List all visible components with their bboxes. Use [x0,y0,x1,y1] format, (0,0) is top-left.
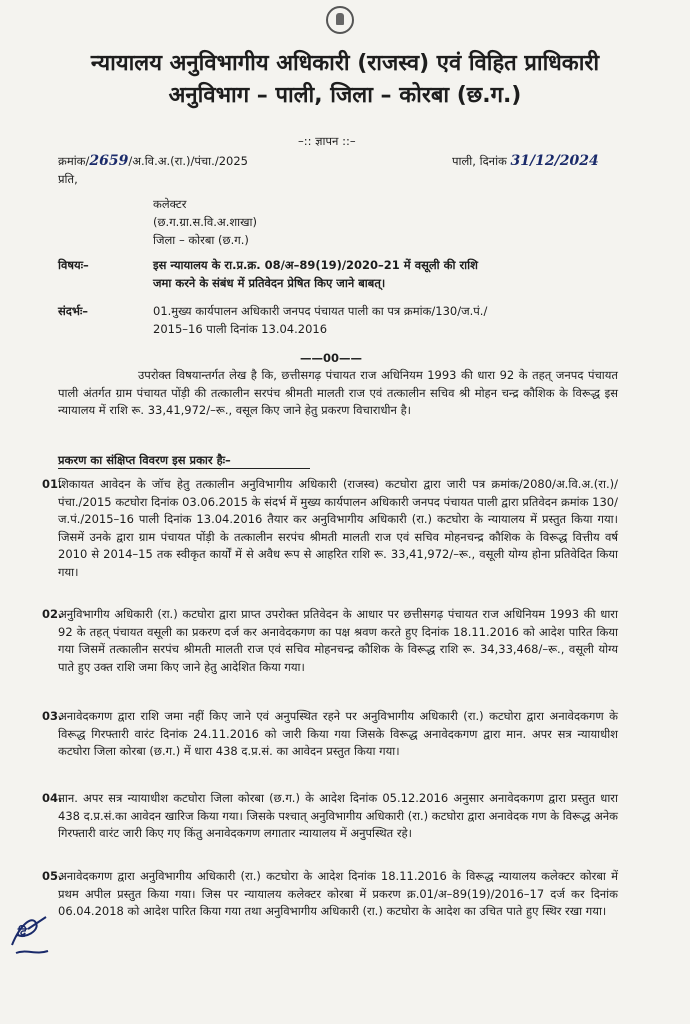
addressee-line-1: कलेक्टर [153,197,187,211]
addressee-line-2: (छ.ग.ग्रा.स.वि.अ.शाखा) [153,215,258,229]
point-02 [42,606,618,676]
point-04 [42,790,618,843]
state-emblem-icon [326,6,354,34]
to-label: प्रति, [58,172,78,186]
addressee-line-3: जिला – कोरबा (छ.ग.) [153,233,249,247]
point-text: मान. अपर सत्र न्यायाधीश कटघोरा जिला कोरबा (छ.ग.) के आदेश दिनांक 05.12.2016 अनुसार अनावेदकगण द्वारा प्रस्तुत धारा 438 द.प्र.सं.का आवेदन खारिज किया गया। जिसके पश्चात् अनुविभागीय अधिकारी (रा.) कटघोरा द्वारा अनावेदक गण के विरूद्ध अनेक गिरफ्तारी वारंट जारी किए गए किंतु अनावेदकगण लगातार न्यायालय में अनुपस्थित रहे। [58,791,618,841]
reference-line-2: 2015–16 पाली दिनांक 13.04.2016 [153,322,328,336]
point-01 [42,476,618,582]
point-number: 03. [42,709,63,723]
divider: ——00—— [300,351,363,365]
handwritten-margin-mark [6,905,56,969]
court-subtitle: अनुविभाग – पाली, जिला – कोरबा (छ.ग.) [168,83,522,108]
ref-number [58,153,248,170]
margin-note: दि [16,925,26,939]
point-number: 01. [42,477,63,491]
handwritten-ref-number: 2659 [89,153,129,169]
point-text: अनावेदकगण द्वारा राशि जमा नहीं किए जाने एवं अनुपस्थित रहने पर अनुविभागीय अधिकारी (रा.) कटघोरा द्वारा अनावेदकगण के विरूद्ध गिरफ्तारी वारंट दिनांक 24.11.2016 को जारी किया गया जिसके विरूद्ध अनावेदकगण द्वारा मान. अपर सत्र न्यायाधीश कटघोरा जिला कोरबा (छ.ग.) में धारा 438 द.प्र.सं. का आवेदन प्रस्तुत किया गया। [58,709,618,759]
point-text: अनावेदकगण द्वारा अनुविभागीय अधिकारी (रा.) कटघोरा के आदेश दिनांक 18.11.2016 के विरूद्ध न्यायालय कलेक्टर कोरबा में प्रथम अपील प्रस्तुत किया गया। जिस पर न्यायालय कलेक्टर कोरबा में प्रकरण क्र.01/अ–89(19)/2016–17 दर्ज कर दिनांक 06.04.2018 को आदेश पारित किया गया तथा अनुविभागीय अधिकारी (रा.) कटघोरा के आदेश का उचित पाते हुए स्थिर रखा गया। [58,869,618,919]
handwritten-date: 31/12/2024 [510,153,599,169]
subject-line-1: इस न्यायालय के रा.प्र.क्र. 08/अ–89(19)/2020–21 में वसूली की राशि [153,258,478,272]
memo-label: –:: ज्ञापन ::– [298,134,356,148]
point-05 [42,868,618,921]
ref-date [452,153,599,170]
reference-label: संदर्भः– [58,304,89,318]
margin-scribble-icon [6,905,56,965]
court-title: न्यायालय अनुविभागीय अधिकारी (राजस्व) एवं विहित प्राधिकारी [90,51,600,76]
subject-label: विषयः– [58,258,89,272]
intro-paragraph: उपरोक्त विषयान्तर्गत लेख है कि, छत्तीसगढ़ पंचायत राज अधिनियम 1993 की धारा 92 के तहत् जनपद पंचायत पाली अंतर्गत ग्राम पंचायत पोंड़ी की तत्कालीन सरपंच श्रीमती मालती राज एवं तत्कालीन सचिव श्री मोहन चन्द्र कौशिक के विरूद्ध इस न्यायालय में राशि रू. 33,41,972/–रू., वसूल किए जाने हेतु प्रकरण विचाराधीन है। [58,368,618,418]
ref-suffix: /अ.वि.अ.(रा.)/पंचा./2025 [128,154,248,168]
point-number: 04. [42,791,63,805]
section-heading-underline [58,468,310,469]
point-number: 02. [42,607,63,621]
point-03 [42,708,618,761]
point-number: 05. [42,869,63,883]
date-prefix: पाली, दिनांक [452,154,507,168]
subject-line-2: जमा करने के संबंध में प्रतिवेदन प्रेषित किए जाने बाबत्। [153,276,386,290]
reference-line-1: 01.मुख्य कार्यपालन अधिकारी जनपद पंचायत पाली का पत्र क्रमांक/130/ज.पं./ [153,304,488,318]
ref-prefix: क्रमांक/ [58,154,90,168]
section-heading: प्रकरण का संक्षिप्त विवरण इस प्रकार हैः– [58,453,231,467]
point-text: शिकायत आवेदन के जॉच हेतु तत्कालीन अनुविभागीय अधिकारी (राजस्व) कटघोरा द्वारा जारी पत्र क्रमांक/2080/अ.वि.अ.(रा.)/पंचा./2015 कटघोरा दिनांक 03.06.2015 के संदर्भ में मुख्य कार्यपालन अधिकारी जनपद पंचायत पाली द्वारा प्रतिवेदन क्रमांक 130/ज.पं./2015–16 पाली दिनांक 13.04.2016 तैयार कर अनुविभागीय अधिकारी (रा.) कटघोरा के न्यायालय में प्रस्तुत किया गया। जिसमें उनके द्वारा ग्राम पंचायत पोंड़ी के तत्कालीन सरपंच श्रीमती मालती राज एवं सचिव मोहनचन्द्र कौशिक के विरूद्ध वित्तीय वर्ष 2010 से 2014–15 तक स्वीकृत कार्यों में से अवैध रूप से आहरित राशि रू. 33,41,972/–रू., वसूली योग्य होना प्रतिवेदित किया गया। [58,477,618,579]
point-text: अनुविभागीय अधिकारी (रा.) कटघोरा द्वारा प्राप्त उपरोक्त प्रतिवेदन के आधार पर छत्तीसगढ़ पंचायत राज अधिनियम 1993 की धारा 92 के तहत् पंचायत वसूली का प्रकरण दर्ज कर अनावेदकगण का पक्ष श्रवण करते हुए दिनांक 18.11.2016 को आदेश पारित किया गया जिसमें तत्कालीन सरपंच श्रीमती मालती राज एवं सचिव मोहनचन्द्र कौशिक के विरूद्ध राशि रू. 34,33,468/–रू., वसूली योग्य पाते हुए उक्त राशि जमा किए जाने हेतु आदेशित किया गया। [58,607,618,674]
